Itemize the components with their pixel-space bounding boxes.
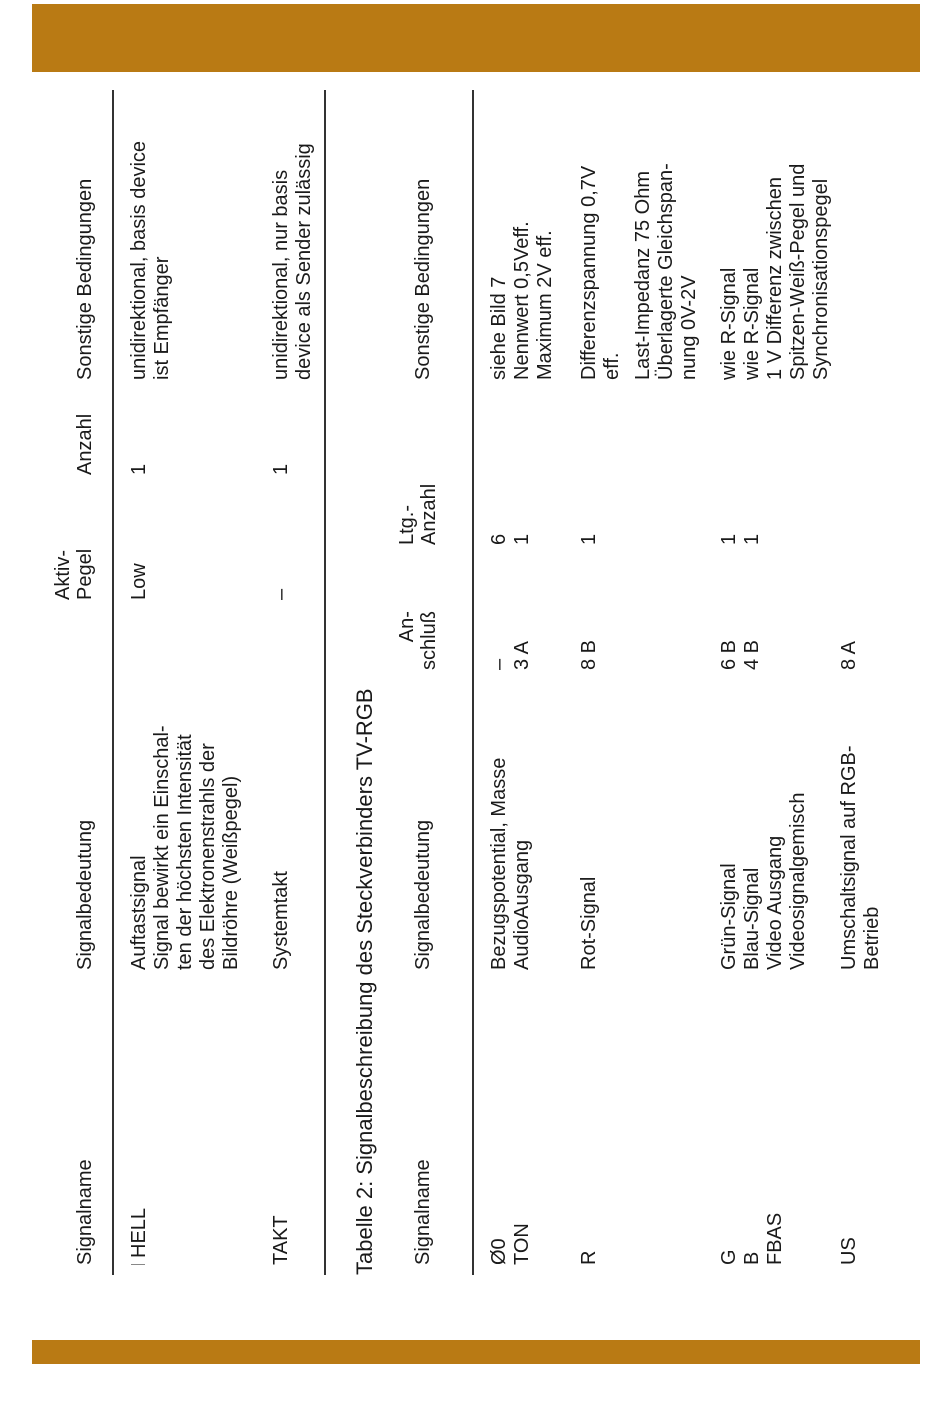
t2-row1-bedingungen: siehe Bild 7 Nennwert 0,5Veff. Maximum 2V eff. bbox=[488, 221, 556, 380]
t1-row2-bedingungen: unidirektional, nur basis device als Sender zulässig bbox=[270, 143, 315, 380]
top-banner bbox=[32, 4, 920, 72]
t1-row2-name: TAKT bbox=[270, 1215, 292, 1265]
t2-row2-anschluss: 8 B bbox=[578, 639, 600, 670]
t2-header-signalbedeutung: Signalbedeutung bbox=[412, 819, 434, 970]
t1-header-bedingungen: Sonstige Bedingungen bbox=[74, 178, 96, 380]
t2-row1-anzahl: 6 1 bbox=[488, 533, 533, 545]
t1-row1-pegel: Low bbox=[128, 563, 150, 600]
bottom-banner bbox=[32, 1340, 920, 1364]
t2-row2-name: R bbox=[578, 1250, 600, 1265]
t2-row3-bedeutung: Grün-Signal Blau-Signal Video Ausgang Videosignalgemisch bbox=[718, 792, 809, 970]
t2-row1-anschluss: – 3 A bbox=[488, 641, 533, 670]
t1-header-signalbedeutung: Signalbedeutung bbox=[74, 819, 96, 970]
t2-row2-bedeutung: Rot-Signal bbox=[578, 876, 600, 970]
t1-header-pegel: Aktiv- Pegel bbox=[52, 548, 96, 600]
t1-row1-name: HELL bbox=[128, 1208, 151, 1265]
t1-header-signalname: Signalname bbox=[74, 1159, 96, 1265]
t2-header-rule bbox=[472, 90, 474, 1275]
overline-mark bbox=[131, 1264, 145, 1265]
t2-row1-bedeutung: Bezugspotential, Masse AudioAusgang bbox=[488, 757, 533, 970]
t2-row4-anschluss: 8 A bbox=[838, 641, 860, 670]
t1-header-rule bbox=[112, 90, 114, 1275]
t1-row1-bedeutung: Auftastsignal Signal bewirkt ein Einschal- ten der höchsten Intensität des Elektronenstrahls der Bildröhre (Weißpegel) bbox=[128, 725, 242, 970]
t2-row3-anschluss: 6 B 4 B bbox=[718, 639, 763, 670]
t2-row2-anzahl: 1 bbox=[578, 533, 600, 545]
t2-row3-name: G B FBAS bbox=[718, 1212, 786, 1265]
t1-header-anzahl: Anzahl bbox=[74, 413, 96, 475]
t2-row4-name: US bbox=[838, 1237, 860, 1265]
t1-row1-anzahl: 1 bbox=[128, 463, 150, 475]
t2-caption: Tabelle 2: Signalbeschreibung des Steckverbinders TV-RGB bbox=[352, 688, 377, 1275]
t1-row2-pegel: – bbox=[270, 588, 292, 600]
t2-header-anzahl: Ltg.- Anzahl bbox=[396, 483, 440, 545]
t2-header-anschluss: An- schluß bbox=[396, 611, 440, 670]
t1-row2-bedeutung: Systemtakt bbox=[270, 871, 292, 970]
t2-row3-bedingungen: wie R-Signal wie R-Signal 1 V Differenz zwischen Spitzen-Weiß-Pegel und Synchronisationspegel bbox=[718, 163, 832, 380]
t1-row1-bedingungen: unidirektional, basis device ist Empfänger bbox=[128, 140, 173, 380]
rotated-page-content bbox=[50, 75, 883, 1275]
t2-header-signalname: Signalname bbox=[412, 1159, 434, 1265]
t2-row3-anzahl: 1 1 bbox=[718, 533, 763, 545]
t2-row2-bedingungen: Differenzspannung 0,7V eff. Last-Impedanz 75 Ohm Überlagerte Gleichspan- nung 0V-2V bbox=[578, 163, 700, 380]
t2-row4-bedeutung: Umschaltsignal auf RGB- Betrieb bbox=[838, 745, 883, 970]
t1-row2-anzahl: 1 bbox=[270, 463, 292, 475]
t2-header-bedingungen: Sonstige Bedingungen bbox=[412, 178, 434, 380]
t1-bottom-rule bbox=[324, 90, 326, 1275]
t2-row1-name: Ø0 TON bbox=[488, 1223, 533, 1265]
